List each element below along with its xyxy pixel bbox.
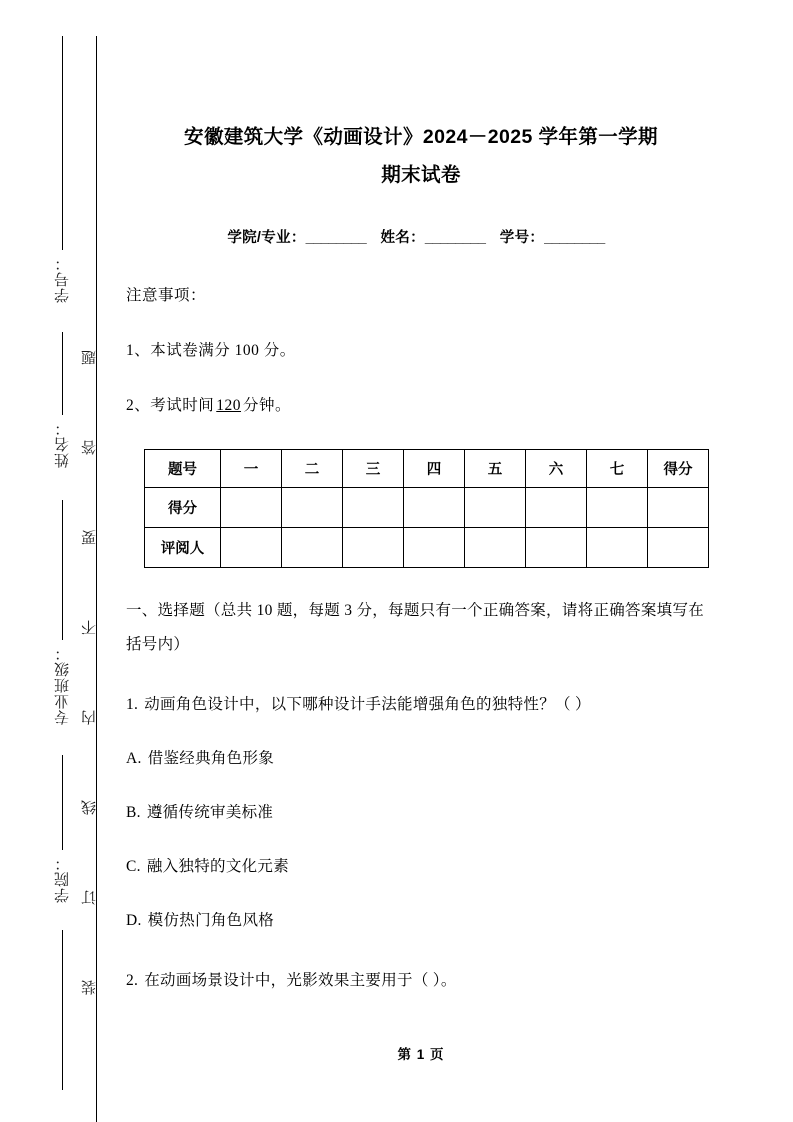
section-heading-1: 一、选择题（总共 10 题，每题 3 分，每题只有一个正确答案，请将正确答案填写在括号内） [126,602,705,653]
score-table [144,449,709,568]
questions-container [126,688,716,998]
score-table-cell-1-3[interactable] [404,528,465,568]
seal-outer-line-segment-1 [62,332,63,415]
score-table-header-cell-3: 三 [343,450,404,488]
title-line-2: 期末试卷 [381,164,461,186]
question-option[interactable] [126,904,716,938]
exam-duration-value: 120 [216,397,242,414]
page-footer [126,1043,716,1063]
score-table-cell-0-7[interactable] [648,488,709,528]
info-blank-college-major[interactable]: ________ [305,230,367,246]
score-table-cell-1-1[interactable] [282,528,343,568]
seal-outer-line-segment-4 [62,930,63,1090]
score-table-cell-0-6[interactable] [587,488,648,528]
score-table-container [126,449,716,568]
question-stem-0: 动画角色设计中，以下哪种设计手法能增强角色的独特性？（ ） [144,696,591,713]
notice-item-1: 1、本试卷满分 100 分。 [126,342,296,359]
option-key-0-3: D. [126,912,142,929]
seal-char-7: 装 [82,980,98,995]
seal-field-label-0: 学号： [55,255,71,303]
option-key-0-0: A. [126,750,142,767]
notice-item-2-after: 分钟。 [243,397,292,414]
score-table-header-row [145,450,709,488]
score-table-cell-0-1[interactable] [282,488,343,528]
notice-heading: 注意事项： [126,287,207,304]
option-key-0-2: C. [126,858,141,875]
score-table-header-cell-4: 四 [404,450,465,488]
score-table-cell-0-5[interactable] [526,488,587,528]
info-label-name: 姓名： [380,230,425,246]
score-table-cell-1-4[interactable] [465,528,526,568]
notice-item-2-before: 2、考试时间 [126,397,215,414]
question-stem-1: 在动画场景设计中，光影效果主要用于（ ）。 [144,972,457,989]
info-field-name [381,230,490,246]
score-table-row [145,488,709,528]
score-table-header-cell-2: 二 [282,450,343,488]
option-key-0-1: B. [126,804,141,821]
info-label-college-major: 学院/专业： [227,230,306,246]
seal-char-5: 线 [82,800,98,815]
seal-outer-line-segment-2 [62,500,63,640]
question-option[interactable] [126,796,716,830]
info-field-college-major [227,230,370,246]
info-blank-student-id[interactable]: ________ [544,230,605,246]
option-text-0-0: 借鉴经典角色形象 [147,750,275,767]
score-table-cell-1-6[interactable] [587,528,648,568]
score-table-row-label-0: 得分 [145,488,221,528]
info-label-student-id: 学号： [499,230,545,246]
option-text-0-2: 融入独特的文化元素 [146,858,290,875]
score-table-cell-0-0[interactable] [221,488,282,528]
score-table-cell-0-3[interactable] [404,488,465,528]
seal-outer-line-segment-0 [62,36,63,250]
score-table-cell-1-0[interactable] [221,528,282,568]
score-table-row-label-1: 评阅人 [145,528,221,568]
seal-field-label-2: 专业班级： [55,645,71,725]
seal-char-0: 题 [82,350,98,365]
score-table-header-cell-6: 六 [526,450,587,488]
student-info-line [126,226,716,247]
notice-item-2 [126,393,716,415]
score-table-header-cell-5: 五 [465,450,526,488]
document-body [126,0,716,998]
page-title [126,118,716,194]
seal-inner-vertical-line [96,36,97,1122]
seal-char-6: 订 [82,890,98,905]
option-text-0-1: 遵循传统审美标准 [146,804,274,821]
score-table-header-cell-1: 一 [221,450,282,488]
score-table-row [145,528,709,568]
seal-outer-line-segment-3 [62,755,63,850]
score-table-header-cell-7: 七 [587,450,648,488]
score-table-header-cell-8: 得分 [648,450,709,488]
seal-field-label-1: 姓名： [55,420,71,468]
seal-char-3: 不 [82,620,98,635]
question-item [126,688,716,722]
info-field-student-id [500,230,605,246]
title-line-1: 安徽建筑大学《动画设计》2024－2025 学年第一学期 [184,126,658,148]
info-blank-name[interactable]: ________ [424,230,486,246]
score-table-cell-0-4[interactable] [465,488,526,528]
question-option[interactable] [126,850,716,884]
score-table-cell-1-7[interactable] [648,528,709,568]
seal-char-1: 答 [82,440,98,455]
question-item [126,964,716,998]
score-table-cell-1-2[interactable] [343,528,404,568]
question-option[interactable] [126,742,716,776]
seal-field-label-3: 学院： [55,855,71,903]
question-number-0: 1. [126,696,139,713]
page-number-label: 第 1 页 [397,1047,445,1062]
score-table-cell-0-2[interactable] [343,488,404,528]
score-table-header-cell-0: 题号 [145,450,221,488]
question-number-1: 2. [126,972,139,989]
score-table-cell-1-5[interactable] [526,528,587,568]
seal-char-4: 内 [82,710,98,725]
option-text-0-3: 模仿热门角色风格 [147,912,275,929]
seal-char-2: 要 [82,530,98,545]
